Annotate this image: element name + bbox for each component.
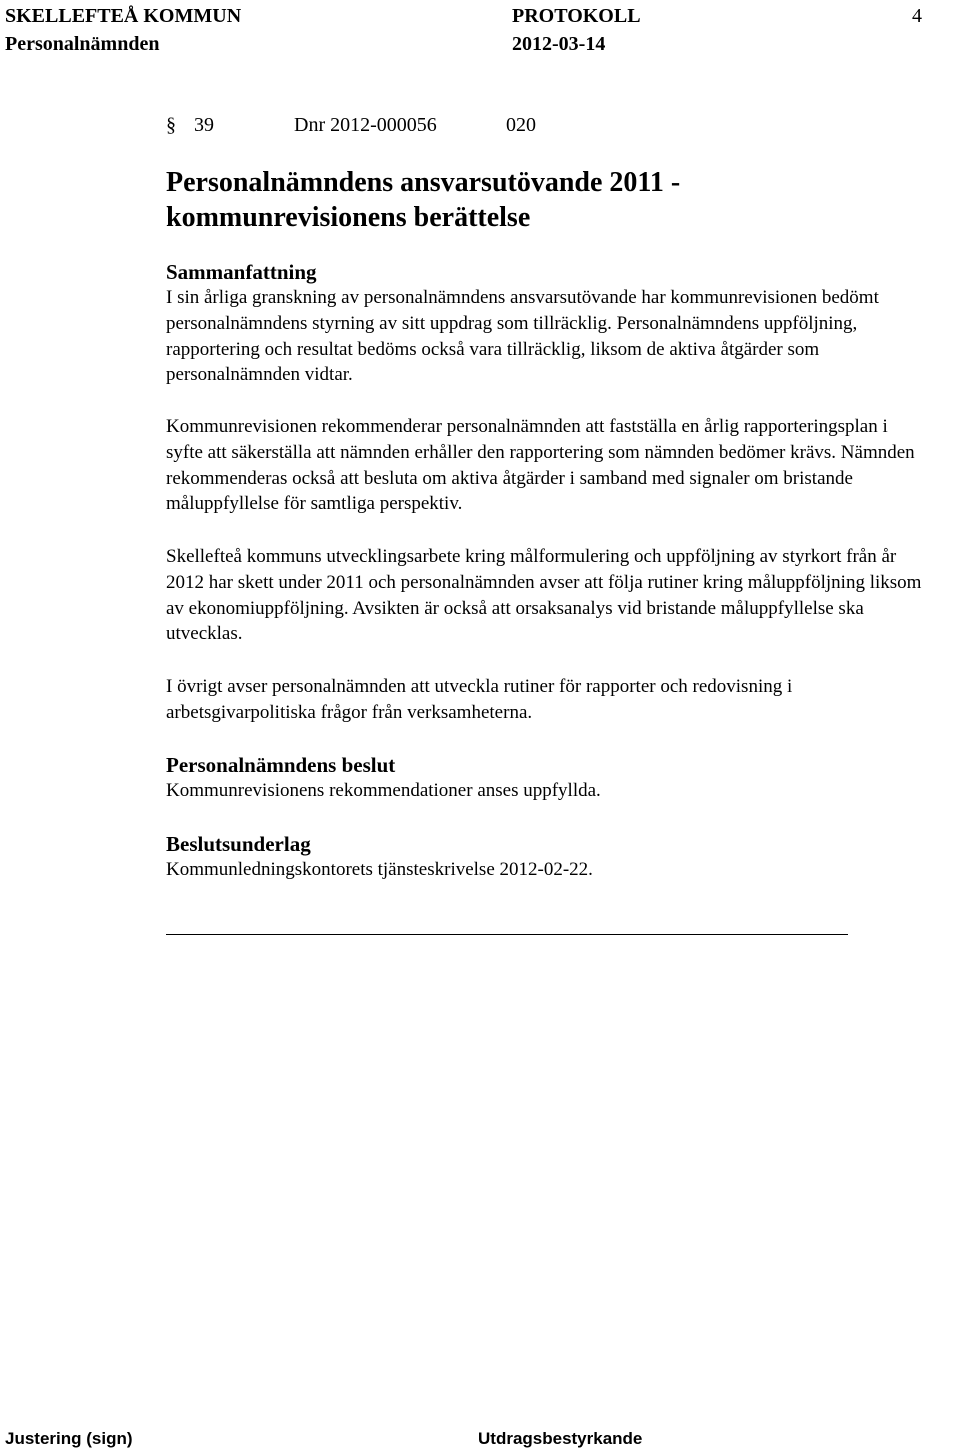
section-sign: §: [166, 114, 176, 136]
item-reference: [166, 112, 536, 138]
meeting-date: 2012-03-14: [512, 33, 606, 55]
footer-utdragsbestyrkande: Utdragsbestyrkande: [478, 1429, 643, 1448]
department-name: Personalnämnden: [5, 33, 160, 55]
end-rule: [166, 934, 848, 935]
summary-heading: Sammanfattning: [166, 260, 317, 284]
diary-number: Dnr 2012-000056: [294, 114, 437, 136]
title-line-2: kommunrevisionens berättelse: [166, 202, 531, 233]
summary-paragraph-3: Skellefteå kommuns utvecklingsarbete kring målformulering och uppföljning av styrkort från år 2012 har skett under 2011 och personalnämnden avser att följa rutiner kring måluppföljning liksom av ekonomiuppföljning. Avsikten är också att orsaksanalys vid bristande måluppfyllelse ska utvecklas.: [166, 546, 922, 645]
item-number: 39: [194, 114, 214, 136]
summary-paragraph-2: Kommunrevisionen rekommenderar personalnämnden att fastställa en årlig rapporteringsplan i syfte att säkerställa att nämnden erhåller den rapportering som nämnden bedömer krävs. Nämnden rekommenderas också att besluta om aktiva åtgärder i samband med signaler om bristande måluppfyllelse för samtliga perspektiv.: [166, 416, 915, 515]
summary-paragraph-1: I sin årliga granskning av personalnämndens ansvarsutövande har kommunrevisionen bedömt personalnämndens styrning av sitt uppdrag som tillräcklig. Personalnämndens uppföljning, rapportering och resultat bedöms också vara tillräcklig, liksom de aktiva åtgärder som personalnämnden vidtar.: [166, 287, 879, 386]
basis-heading: Beslutsunderlag: [166, 832, 311, 856]
footer-justering: Justering (sign): [5, 1429, 133, 1448]
page-title: [166, 165, 866, 235]
org-name: SKELLEFTEÅ KOMMUN: [5, 5, 242, 27]
decision-section: [166, 752, 926, 804]
item-code: 020: [506, 114, 536, 136]
basis-text: Kommunledningskontorets tjänsteskrivelse 2012-02-22.: [166, 859, 593, 880]
page-number: 4: [912, 5, 922, 27]
decision-text: Kommunrevisionens rekommendationer anses uppfyllda.: [166, 780, 601, 801]
summary-paragraph-4: I övrigt avser personalnämnden att utveckla rutiner för rapporter och redovisning i arbetsgivarpolitiska frågor från verksamheterna.: [166, 676, 793, 723]
document-type: PROTOKOLL: [512, 5, 641, 27]
title-line-1: Personalnämndens ansvarsutövande 2011 -: [166, 167, 681, 198]
basis-section: [166, 831, 926, 883]
summary-section: [166, 259, 926, 388]
decision-heading: Personalnämndens beslut: [166, 753, 396, 777]
